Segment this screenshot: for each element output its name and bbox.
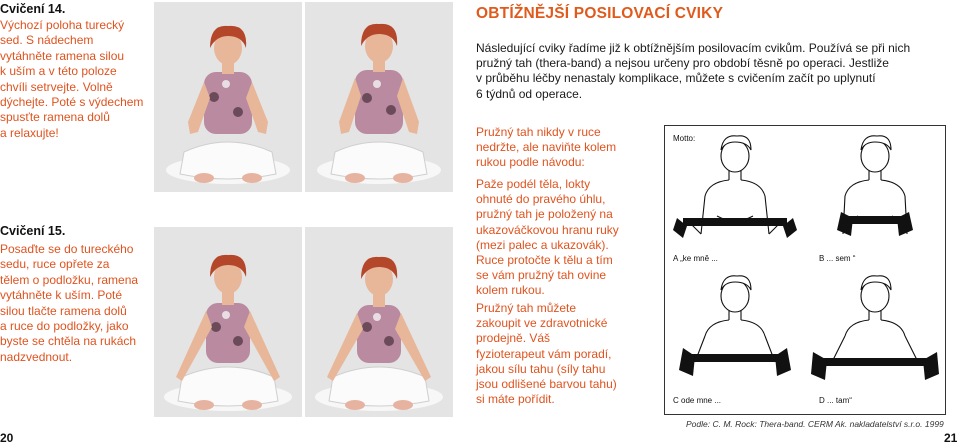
text-line: sed. S nádechem [0,33,94,48]
exercise-14 [0,2,150,141]
text-line: jsou odlišené barvou tahu) [476,377,617,392]
text-line: se vám pružný tah ovine [476,268,607,283]
exercise-14-title: Cvičení 14. [0,2,66,16]
photo-exercise-14-end [305,2,453,192]
photo-exercise-14-start [154,2,302,192]
photo-exercise-15-end [305,227,453,417]
text-line: silou tlačte ramena dolů [0,303,127,318]
text-line: prodejně. Váš [476,331,551,346]
exercise-15 [0,224,150,365]
section-title: OBTÍŽNĚJŠÍ POSILOVACÍ CVIKY [476,5,724,22]
text-line: kolem rukou. [476,283,545,298]
text-line: a ruce do podložky, jako [0,319,129,334]
label-c: C ode mne ... [673,396,722,405]
text-line: Paže podél těla, lokty [476,177,591,191]
text-line: a relaxujte! [0,125,59,140]
text-line: Pružný tah můžete [476,301,577,315]
text-line: v průběhu léčby nenastaly komplikace, můžete s cvičením začít po uplynutí [476,71,876,86]
illustration-credit: Podle: C. M. Rock: Thera-band. CERM Ak. nakladatelství s.r.o. 1999 [686,419,944,429]
text-line: rukou podle návodu: [476,155,585,170]
text-line: sedu, ruce opřete za [0,257,110,272]
text-line: tělem o podložku, ramena [0,272,139,287]
thera-band-illustration [664,125,946,415]
page-number-right: 21 [944,431,958,445]
exercise-14-text [0,18,150,141]
text-line: (mezi palec a ukazovák). [476,237,609,252]
band-a [683,218,787,226]
text-line: pružný tah (thera-band) a nejsou určeny pro období těsně po operaci. Jestliže [476,56,889,71]
text-line: zakoupit ve zdravotnické [476,316,608,331]
band-note [476,125,656,171]
label-a: A „ke mně ... [673,254,718,263]
text-line: nedržte, ale naviňte kolem [476,140,617,155]
text-line: k uším a v této poloze [0,64,117,79]
text-line: si máte pořídit. [476,392,555,407]
text-line: ukazováčkovou hranu ruky [476,222,619,237]
text-line: nadzvednout. [0,349,73,364]
text-line: Posaďte se do tureckého [0,242,134,256]
text-line: byste se chtěla na rukách [0,334,137,349]
intro-paragraph [476,41,956,102]
text-line: dýchejte. Poté s výdechem [0,95,144,110]
page-number-left: 20 [0,431,14,445]
text-line: Ruce protočte k tělu a tím [476,253,613,268]
text-line: spusťte ramena dolů [0,110,110,125]
text-line: jakou sílu tahu (síly tahu [476,361,606,376]
label-b: B ... sem “ [819,254,856,263]
text-line: vytáhněte k uším. Poté [0,288,123,303]
purchase-info [476,301,661,407]
text-line: Následující cviky řadíme již k obtížnějším posilovacím cvikům. Používá se při nich [476,41,911,55]
photo-exercise-15-start [154,227,302,417]
figure-c [695,276,775,362]
text-line: Pružný tah nikdy v ruce [476,125,601,139]
exercise-15-text [0,242,150,365]
figure-d [831,276,919,364]
motto-label: Motto: [673,134,696,143]
text-line: pružný tah je položený na [476,207,613,222]
text-line: vytáhněte ramena silou [0,48,125,63]
text-line: ohnuté do pravého úhlu, [476,192,606,207]
label-d: D ... tam“ [819,396,852,405]
text-line: chvíli setrvejte. Volně [0,79,113,94]
band-instructions [476,177,661,299]
text-line: fyzioterapeut vám poradí, [476,346,612,361]
exercise-15-title: Cvičení 15. [0,224,66,238]
text-line: 6 týdnů od operace. [476,86,583,101]
text-line: Výchozí poloha turecký [0,18,125,32]
